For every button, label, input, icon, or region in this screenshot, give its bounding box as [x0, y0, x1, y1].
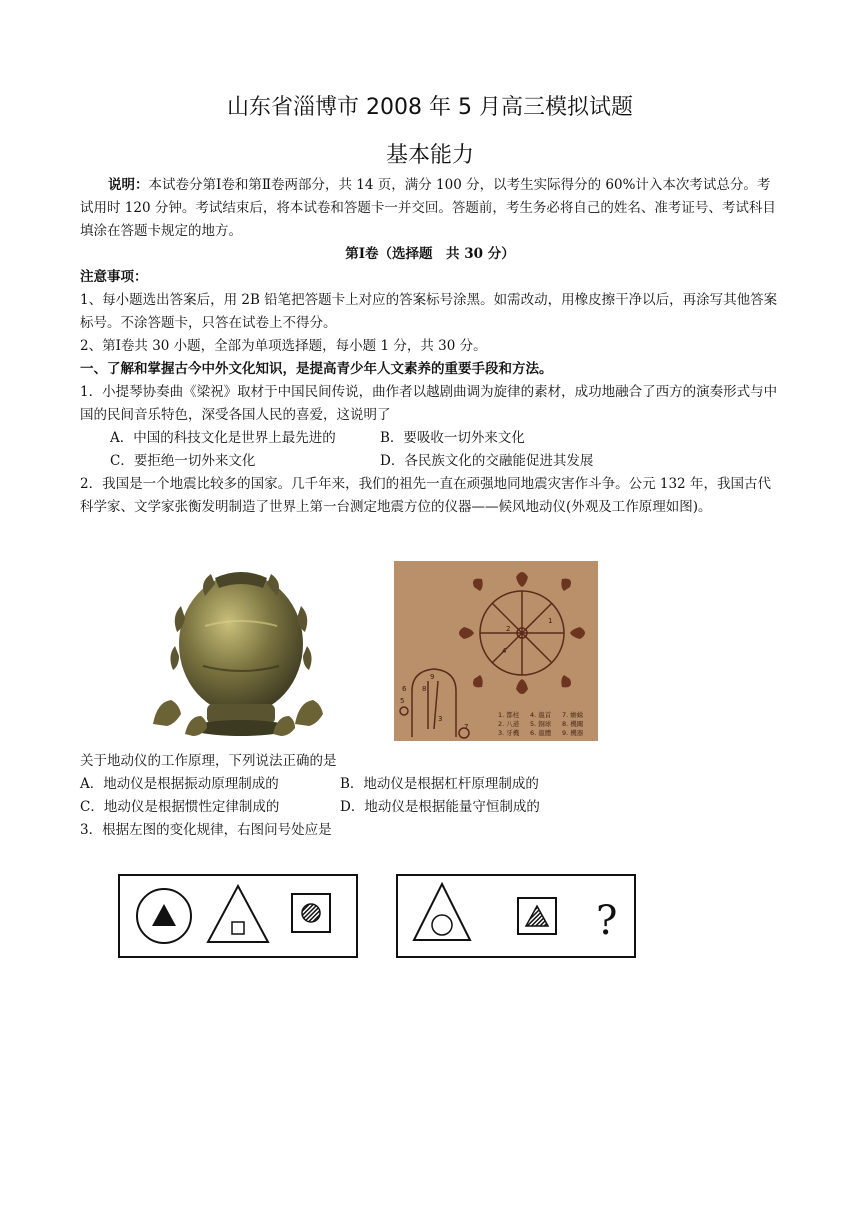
notes-item-2: 2、第Ⅰ卷共 30 小题，全部为单项选择题，每小题 1 分，共 30 分。: [80, 338, 487, 354]
q2-option-a: A．地动仪是根据振动原理制成的: [80, 776, 279, 792]
diagram-legend-3: 3. 牙機: [498, 729, 520, 737]
diagram-legend-2: 2. 八道: [498, 720, 520, 728]
page-subtitle: 基本能力: [385, 143, 474, 168]
diagram-legend-8: 8. 機關: [562, 720, 584, 728]
part1-heading: 第Ⅰ卷（选择题 共 30 分）: [345, 246, 515, 262]
q1-option-c: C．要拒绝一切外来文化: [110, 453, 256, 469]
q1-option-b: B．要吸收一切外来文化: [380, 430, 525, 446]
q3-left-sequence: [118, 874, 358, 958]
seismoscope-diagram: [394, 561, 598, 741]
diagram-number-2: 2: [506, 625, 511, 633]
diagram-number-3: 3: [438, 715, 443, 723]
notes-item-1: 1、每小题选出答案后，用 2B 铅笔把答题卡上对应的答案标号涂黑。如需改动，用橡皮擦干净以后，再涂写其他答案标号。不涂答题卡，只答在试卷上不得分。: [80, 292, 778, 331]
triangle-with-circle-figure: [414, 884, 470, 940]
q2-stem: 2．我国是一个地震比较多的国家。几千年来，我们的祖先一直在顽强地同地震灾害作斗争。公元 132 年，我国古代科学家、文学家张衡发明制造了世界上第一台测定地震方位的仪器——候风地动仪(外观及工作原理如图)。: [80, 476, 771, 515]
intro-text: 本试卷分第Ⅰ卷和第Ⅱ卷两部分，共 14 页，满分 100 分，以考生实际得分的 60%计入本次考试总分。考试用时 120 分钟。考试结束后，将本试卷和答题卡一并交回。答题前，考生务必将自己的姓名、准考证号、考试科目填涂在答题卡规定的地方。: [80, 177, 776, 239]
q1-option-d: D．各民族文化的交融能促进其发展: [380, 453, 594, 469]
q1-options-row2: [80, 450, 810, 473]
square-with-hatched-circle-figure: [292, 894, 330, 932]
intro-paragraph: [80, 174, 780, 243]
q2-options-row1: [80, 773, 780, 796]
diagram-legend-1: 1. 都柱: [498, 711, 520, 719]
notes-heading: 注意事项：: [80, 269, 148, 285]
q1-option-a: A．中国的科技文化是世界上最先进的: [110, 430, 336, 446]
diagram-number-7: 7: [464, 723, 469, 731]
diagram-number-4: 4: [502, 647, 507, 655]
q1-options-row1: [80, 427, 810, 450]
diagram-number-1: 1: [548, 617, 553, 625]
q3-stem: 3．根据左图的变化规律，右图问号处应是: [80, 822, 332, 838]
diagram-legend-6: 6. 龍體: [530, 729, 552, 737]
triangle-with-square-figure: [208, 886, 268, 942]
seismoscope-photo: [145, 566, 335, 744]
circle-with-triangle-figure: [137, 889, 191, 943]
diagram-legend-7: 7. 蟾蜍: [562, 711, 584, 719]
diagram-number-8: 8: [422, 685, 427, 693]
intro-label: 说明：: [108, 177, 149, 193]
diagram-legend-5: 5. 銅球: [530, 720, 552, 728]
square-with-hatched-triangle-figure: [518, 898, 556, 934]
q2-followup: 关于地动仪的工作原理，下列说法正确的是: [80, 753, 337, 769]
section1-heading: 一、了解和掌握古今中外文化知识，是提高青少年人文素养的重要手段和方法。: [80, 361, 553, 377]
diagram-legend-9: 9. 機器: [562, 729, 584, 737]
diagram-number-9: 9: [430, 673, 435, 681]
diagram-legend-4: 4. 龍首: [530, 711, 552, 719]
q2-option-c: C．地动仪是根据惯性定律制成的: [80, 799, 280, 815]
q2-option-b: B．地动仪是根据杠杆原理制成的: [340, 776, 539, 792]
page-title: 山东省淄博市 2008 年 5 月高三模拟试题: [227, 95, 633, 120]
q3-right-sequence: [396, 874, 636, 958]
q2-options-row2: [80, 796, 780, 819]
q1-stem: 1．小提琴协奏曲《梁祝》取材于中国民间传说，曲作者以越剧曲调为旋律的素材，成功地融合了西方的演奏形式与中国的民间音乐特色，深受各国人民的喜爱，这说明了: [80, 384, 778, 423]
question-mark: ?: [596, 898, 618, 944]
q2-option-d: D．地动仪是根据能量守恒制成的: [340, 799, 540, 815]
diagram-number-5: 5: [400, 697, 405, 705]
diagram-number-6: 6: [402, 685, 407, 693]
